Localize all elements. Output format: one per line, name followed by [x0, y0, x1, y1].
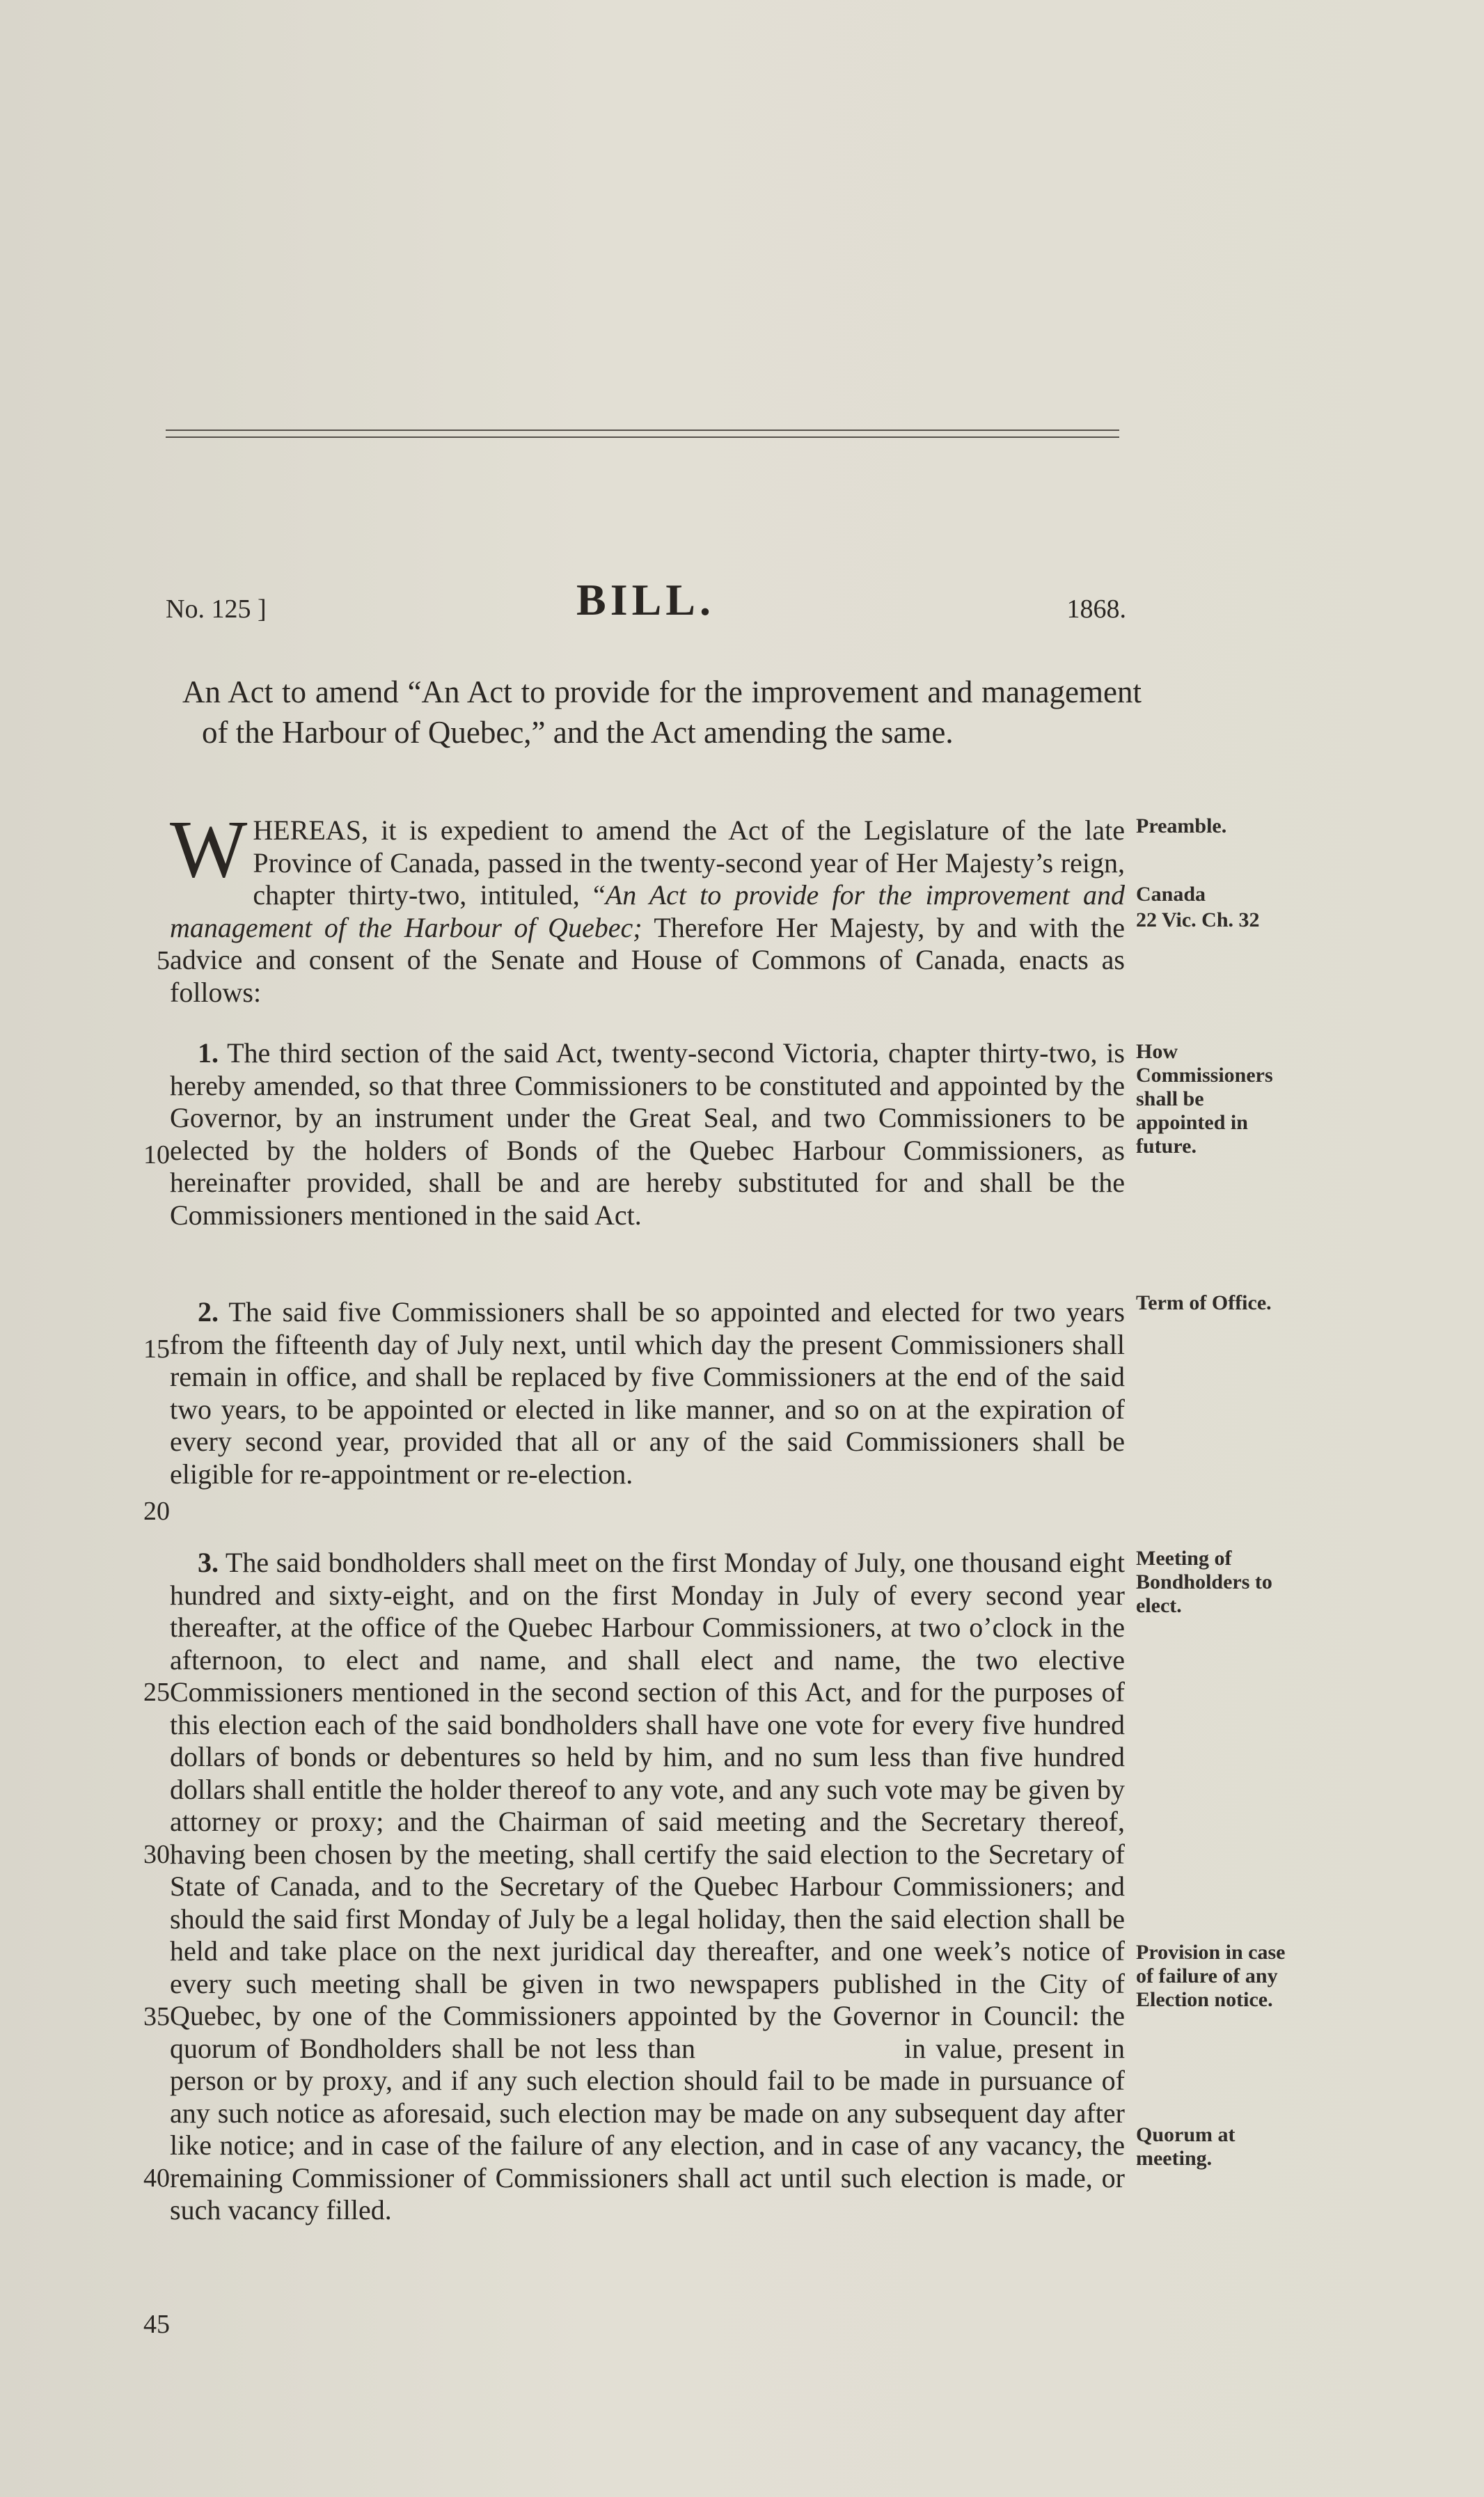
act-title: An Act to amend “An Act to provide for the improvement and management of the Harbour of Quebec,” and the Act amending the same.	[182, 675, 1142, 750]
section-3-number: 3.	[198, 1547, 219, 1578]
line-number-20: 20	[143, 1497, 170, 1526]
margin-note-provision: Provision in case of failure of any Election notice.	[1136, 1941, 1286, 2011]
preamble-text: HEREAS, it is expedient to amend the Act of the Legislature of the late Province of Canada, passed in the twenty-second year of Her Majesty’s reign, chapter thirty-two, intituled, “	[253, 814, 1125, 911]
preamble-dropcap: W	[170, 803, 248, 895]
top-rule	[166, 430, 1119, 431]
section-2-text: The said five Commissioners shall be so appointed and elected for two years from the fifteenth day of July next, until which day the present Commissioners shall remain in office, and shall be replaced by five Commissioners at the end of the said two years, to be appointed or elected in like manner, and so on at the expiration of every second year, provided that all or any of the said Commissioners shall be eligible for re-appointment or re-election.	[170, 1296, 1125, 1490]
section-3	[170, 1547, 1125, 2227]
section-1	[170, 1037, 1125, 1231]
margin-note-meeting: Meeting of Bondholders to elect.	[1136, 1547, 1272, 1617]
margin-note-term: Term of Office.	[1136, 1291, 1272, 1314]
line-number-10: 10	[143, 1140, 170, 1169]
section-3-text-continued: in value, present in person or by proxy, and if any such election should fail to be made in pursuance of any such notice as aforesaid, such election may be made on any subsequent day after like notice; and in case of the failure of any election, and in case of any vacancy, the remaining Commissioner of Commissioners shall act until such election is made, or such vacancy filled.	[170, 2032, 1126, 2226]
bill-number: No. 125 ]	[166, 594, 267, 624]
line-number-45: 45	[143, 2310, 170, 2339]
section-3-text: The said bondholders shall meet on the first Monday of July, one thousand eight hundred and sixty-eight, and on the first Monday in July of every second year thereafter, at the office of the Quebec Harbour Commissioners, at two o’clock in the afternoon, to elect and name, and shall elect and name, the two elective Commissioners mentioned in the second section of this Act, and for the purposes of this election each of the said bondholders shall have one vote for every five hundred dollars of bonds or debentures so held by him, and no sum less than five hundred dollars shall entitle the holder thereof to any vote, and any such vote may be given by attorney or proxy; and the Chairman of said meeting and the Secretary thereof, having been chosen by the meeting, shall certify the said election to the Secretary of State of Canada, and to the Secretary of the Quebec Harbour Commissioners; and should the said first Monday of July be a legal holiday, then the said election shall be held and take place on the next juridical day thereafter, and one week’s notice of every such meeting shall be given in two newspapers published in the City of Quebec, by one of the Commissioners appointed by the Governor in Council: the quorum of Bondholders shall be not less than	[170, 1547, 1125, 2064]
line-number-25: 25	[143, 1678, 170, 1707]
line-number-5: 5	[157, 946, 170, 975]
section-2	[170, 1296, 1125, 1490]
margin-note-quorum: Quorum at meeting.	[1136, 2123, 1236, 2170]
bill-header	[166, 574, 1126, 637]
line-number-40: 40	[143, 2164, 170, 2193]
top-rule-second	[166, 436, 1119, 438]
line-number-30: 30	[143, 1840, 170, 1869]
margin-note-canada: Canada	[1136, 883, 1206, 906]
margin-note-preamble: Preamble.	[1136, 814, 1227, 837]
section-1-number: 1.	[198, 1037, 219, 1069]
preamble-enacting-clause: Therefore Her Majesty, by and with the advice and consent of the Senate and House of Commons of Canada, enacts as follows:	[170, 911, 1125, 1008]
section-2-number: 2.	[198, 1296, 219, 1328]
margin-note-appointment: How Commissioners shall be appointed in future.	[1136, 1040, 1273, 1158]
margin-note-statute: 22 Vic. Ch. 32	[1136, 908, 1260, 931]
preamble-act-name: An Act to provide for the improvement and management of the Harbour of Quebec;	[170, 879, 1126, 943]
bill-title: BILL.	[576, 575, 715, 624]
line-number-35: 35	[143, 2002, 170, 2031]
line-number-15: 15	[143, 1334, 170, 1364]
section-1-text: The third section of the said Act, twenty-second Victoria, chapter thirty-two, is hereby amended, so that three Commissioners to be constituted and appointed by the Governor, by an instrument under the Great Seal, and two Commissioners to be elected by the holders of Bonds of the Quebec Harbour Commissioners, as hereinafter provided, shall be and are hereby substituted for and shall be the Commissioners mentioned in the said Act.	[170, 1037, 1125, 1231]
bill-year: 1868.	[1066, 594, 1126, 624]
preamble-paragraph	[170, 803, 1126, 1009]
